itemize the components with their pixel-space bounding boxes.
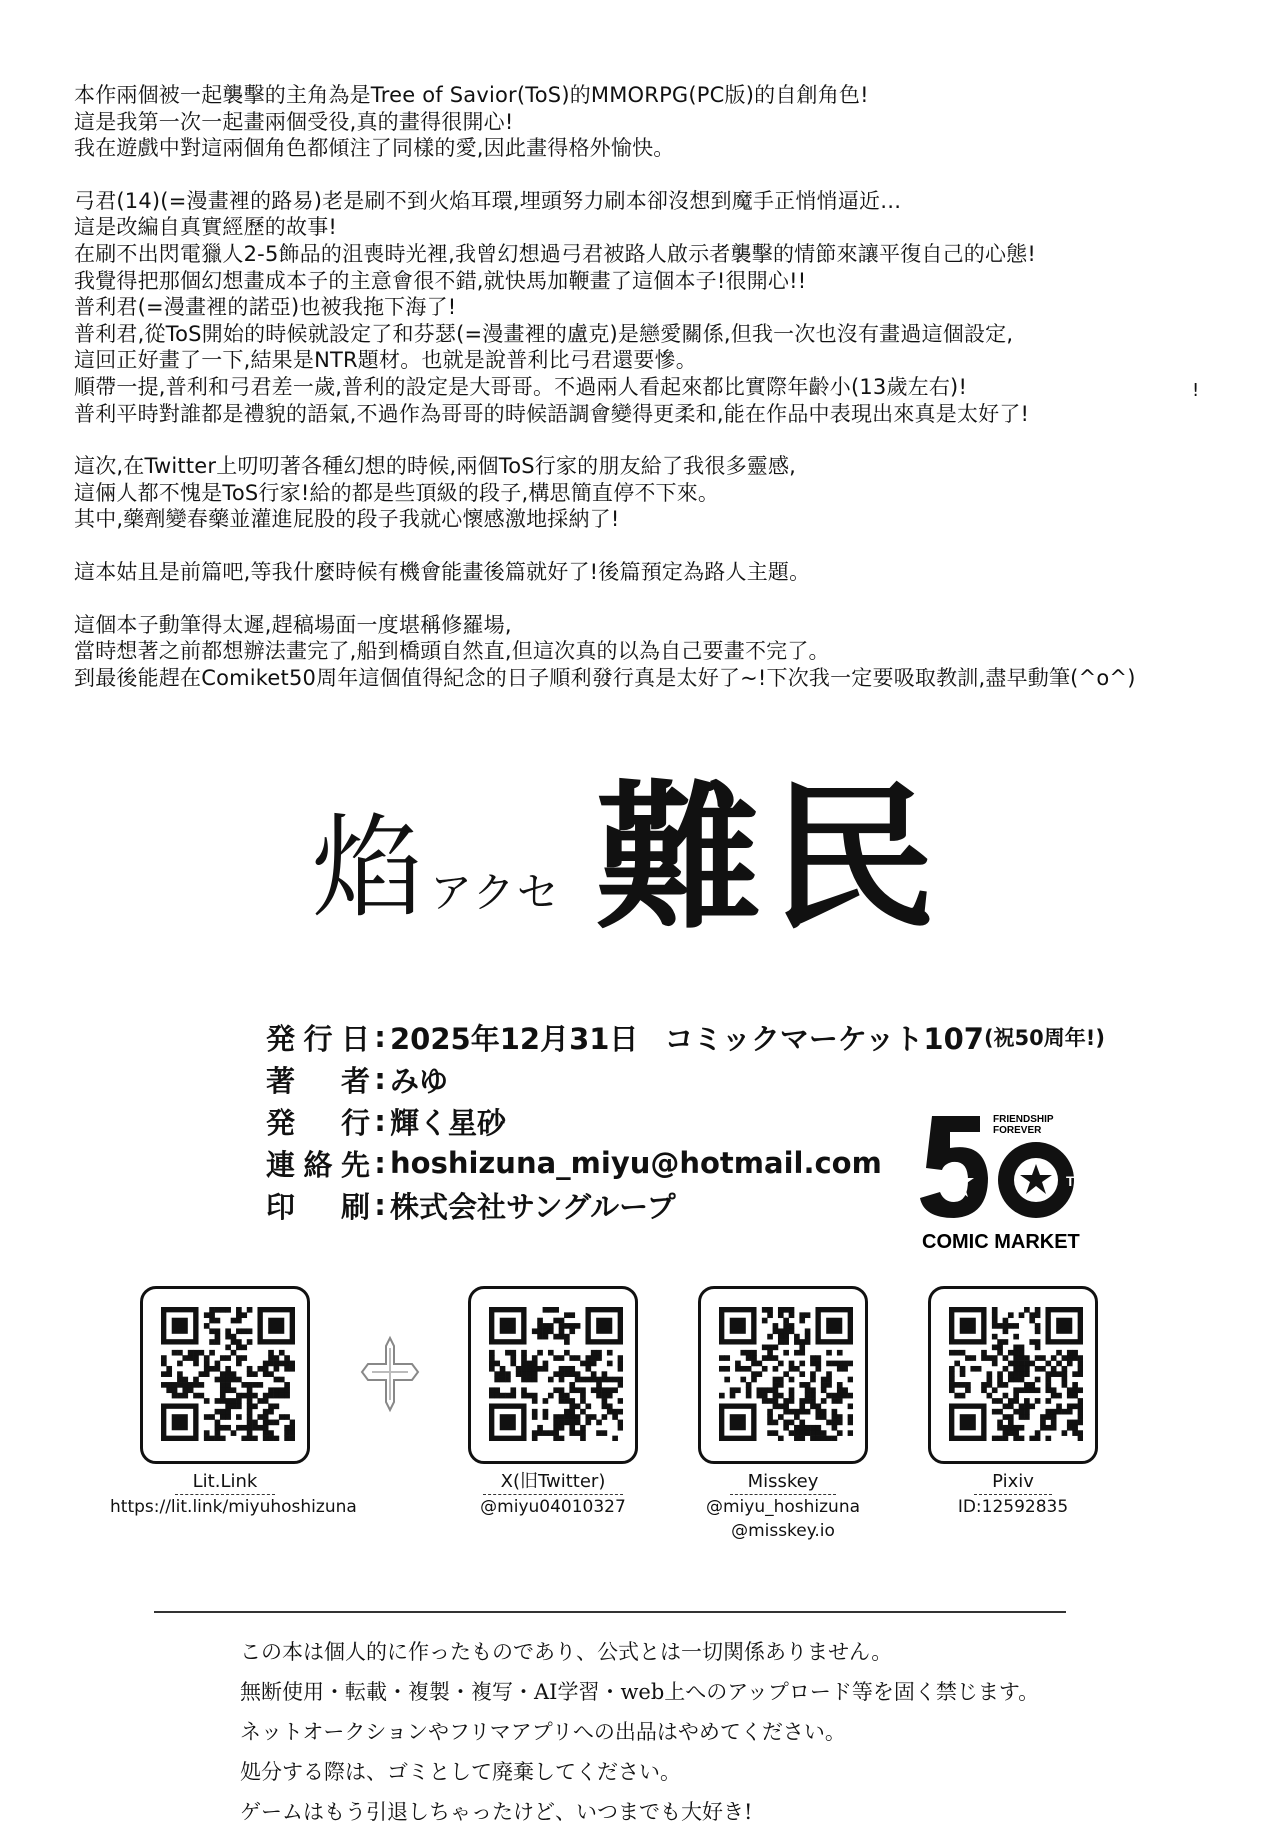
book-title [300,766,1000,951]
colophon-colon: : [374,1188,386,1222]
colophon-colon: : [374,1020,386,1054]
event-name: コミックマーケット107 [664,1021,984,1056]
afterword-line: 這本姑且是前篇吧,等我什麼時候有機會能畫後篇就好了!後篇預定為路人主題。 [74,559,811,584]
misskey-instance[interactable]: @misskey.io [731,1521,835,1541]
publisher-name: 輝く星砂 [390,1105,507,1140]
afterword-line: 本作兩個被一起襲擊的主角為是Tree of Savior(ToS)的MMORPG(PC版)的自創角色! [74,83,869,107]
qr-code-misskey[interactable] [698,1286,868,1464]
qr-caption-misskey [668,1470,898,1543]
afterword-line: 普利君(=漫畫裡的諾亞)也被我拖下海了! [74,295,457,320]
afterword-paragraph [74,82,1224,162]
afterword-paragraph [74,188,1224,427]
notice-line: 処分する際は、ゴミとして廃棄してください。 [240,1760,681,1784]
printer-name: 株式会社サングループ [390,1189,676,1224]
afterword-line: 到最後能趕在Comiket50周年這個值得紀念的日子順利發行真是太好了~!下次我一定要吸取教訓,盡早動筆(^o^) [74,665,1136,690]
title-kanji-1: 焰 [312,803,420,933]
afterword-line: 這倆人都不愧是ToS行家!給的都是些頂級的段子,構思簡直停不下來。 [74,480,720,505]
publish-date: 2025年12月31日 [390,1021,639,1056]
logo-text-th: TH [1066,1173,1085,1189]
qr-caption-pixiv [898,1470,1128,1519]
notice-line: ゲームはもう引退しちゃったけど、いつまでも大好き! [240,1800,753,1824]
afterword-line: 順帶一提,普利和弓君差一歲,普利的設定是大哥哥。不過兩人看起來都比實際年齡小(13歲左右)! [74,374,968,399]
pixiv-id[interactable]: ID:12592835 [957,1497,1069,1517]
afterword-line: 其中,藥劑變春藥並灌進屁股的段子我就心懷感激地採納了! [74,507,620,532]
afterword-line: 我在遊戲中對這兩個角色都傾注了同樣的愛,因此畫得格外愉快。 [74,136,675,161]
afterword-line: 我覺得把那個幻想畫成本子的主意會很不錯,就快馬加鞭畫了這個本子!很開心!! [74,268,807,293]
usage-notice [240,1632,1039,1832]
logo-text-friendship: FRIENDSHIP [993,1114,1054,1125]
divider [154,1611,1066,1613]
colophon-colon: : [374,1104,386,1138]
afterword-line: 這個本子動筆得太遲,趕稿場面一度堪稱修羅場, [74,612,512,637]
qr-caption-name: X(旧Twitter) [483,1470,624,1495]
colophon-label: 著 者 [266,1063,370,1098]
qr-caption-name: Pixiv [974,1470,1052,1495]
cross-ornament-icon [360,1334,420,1418]
colophon-colon: : [374,1146,386,1180]
colophon-label: 印 刷 [266,1189,370,1224]
afterword-line: 弓君(14)(=漫畫裡的路易)老是刷不到火焰耳環,埋頭努力刷本卻沒想到魔手正悄悄逼近… [74,188,902,213]
afterword-paragraph [74,612,1224,692]
afterword-line: 在刷不出閃電獵人2-5飾品的沮喪時光裡,我曾幻想過弓君被路人啟示者襲擊的情節來讓平復自己的心態! [74,241,1036,266]
colophon-label: 発行日 [266,1021,370,1056]
colophon-row-author [266,1058,1105,1100]
logo-text-forever: FOREVER [993,1125,1042,1136]
colophon-row-date [266,1016,1105,1058]
author-name: みゆ [390,1063,449,1098]
x-handle[interactable]: @miyu04010327 [480,1497,626,1517]
comic-market-50th-logo [918,1106,1098,1256]
colophon-colon: : [374,1062,386,1096]
qr-caption-name: Misskey [730,1470,837,1495]
afterword-line: 這是改編自真實經歷的故事! [74,215,338,240]
contact-email: hoshizuna_miyu@hotmail.com [390,1146,882,1180]
afterword-line: 當時想著之前都想辦法畫完了,船到橋頭自然直,但這次真的以為自己要畫不完了。 [74,639,830,664]
qr-code-row [0,1286,1280,1546]
event-note: (祝50周年!) [983,1026,1105,1050]
afterword-line: 這是我第一次一起畫兩個受役,真的畫得很開心! [74,109,514,134]
notice-line: この本は個人的に作ったものであり、公式とは一切関係ありません。 [240,1640,893,1664]
afterword-line: 普利君,從ToS開始的時候就設定了和芬瑟(=漫畫裡的盧克)是戀愛關係,但我一次也沒有畫過這個設定, [74,321,1014,346]
title-kanji-2: 難民 [596,766,945,951]
afterword-paragraph [74,559,1224,586]
logo-text-comic-market: COMIC MARKET [922,1231,1080,1253]
qr-caption-name: Lit.Link [175,1470,276,1495]
afterword-line: 這次,在Twitter上叨叨著各種幻想的時候,兩個ToS行家的朋友給了我很多靈感, [74,454,797,479]
afterword-line: 這回正好畫了一下,結果是NTR題材。也就是說普利比弓君還要慘。 [74,348,698,373]
stray-mark: ! [1192,380,1200,401]
notice-line: 無断使用・転載・複製・複写・AI学習・web上へのアップロード等を固く禁じます。 [240,1680,1040,1704]
qr-caption-x-twitter [438,1470,668,1519]
misskey-handle[interactable]: @miyu_hoshizuna [705,1497,861,1517]
qr-code-pixiv[interactable] [928,1286,1098,1464]
qr-code-x-twitter[interactable] [468,1286,638,1464]
colophon-label: 連絡先 [266,1147,370,1182]
afterword-line: 普利平時對誰都是禮貌的語氣,不過作為哥哥的時候語調會變得更柔和,能在作品中表現出來真是太好了! [74,401,1030,426]
notice-line: ネットオークションやフリマアプリへの出品はやめてください。 [240,1720,846,1744]
afterword-paragraph [74,453,1224,533]
afterword [74,82,1224,717]
qr-code-litlink[interactable] [140,1286,310,1464]
litlink-url[interactable]: https://lit.link/miyuhoshizuna [110,1497,357,1517]
title-kana: アクセ [430,868,561,917]
colophon-label: 発 行 [266,1105,370,1140]
qr-caption-litlink [110,1470,357,1519]
